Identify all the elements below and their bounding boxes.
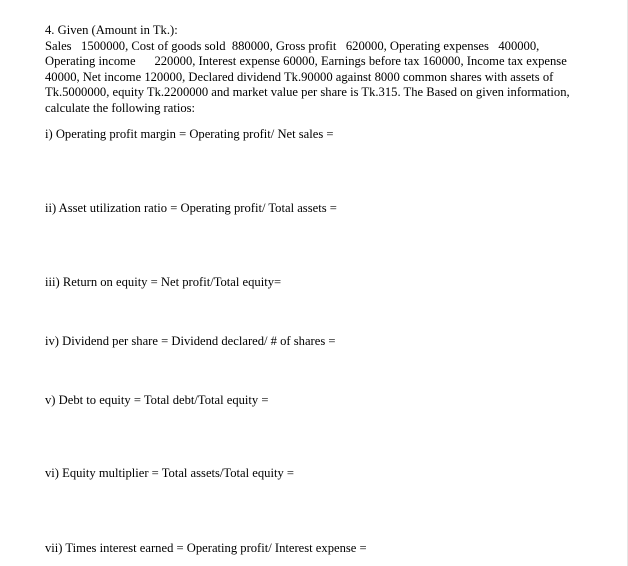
given-line: 40000, Net income 120000, Declared dividend Tk.90000 against 8000 common shares with assets of bbox=[45, 69, 554, 84]
given-line: calculate the following ratios: bbox=[45, 100, 196, 115]
ratio-dividend-per-share: iv) Dividend per share = Dividend declared/ # of shares = bbox=[45, 334, 336, 348]
ratio-operating-profit-margin: i) Operating profit margin = Operating profit/ Net sales = bbox=[45, 127, 334, 141]
ratio-times-interest-earned: vii) Times interest earned = Operating profit/ Interest expense = bbox=[45, 541, 367, 555]
ratio-equity-multiplier: vi) Equity multiplier = Total assets/Total equity = bbox=[45, 466, 295, 480]
given-line: Tk.5000000, equity Tk.2200000 and market value per share is Tk.315. The Based on given information, bbox=[45, 85, 570, 99]
question-heading: 4. Given (Amount in Tk.): bbox=[45, 23, 178, 37]
ratio-debt-to-equity: v) Debt to equity = Total debt/Total equity = bbox=[45, 393, 269, 407]
ratio-asset-utilization: ii) Asset utilization ratio = Operating profit/ Total assets = bbox=[45, 201, 337, 215]
ratio-return-on-equity: iii) Return on equity = Net profit/Total equity= bbox=[45, 275, 282, 289]
given-information bbox=[45, 23, 595, 116]
given-line: Sales 1500000, Cost of goods sold 880000, Gross profit 620000, Operating expenses 400000, bbox=[45, 38, 540, 53]
given-line: Operating income 220000, Interest expense 60000, Earnings before tax 160000, Income tax expense bbox=[45, 54, 567, 68]
